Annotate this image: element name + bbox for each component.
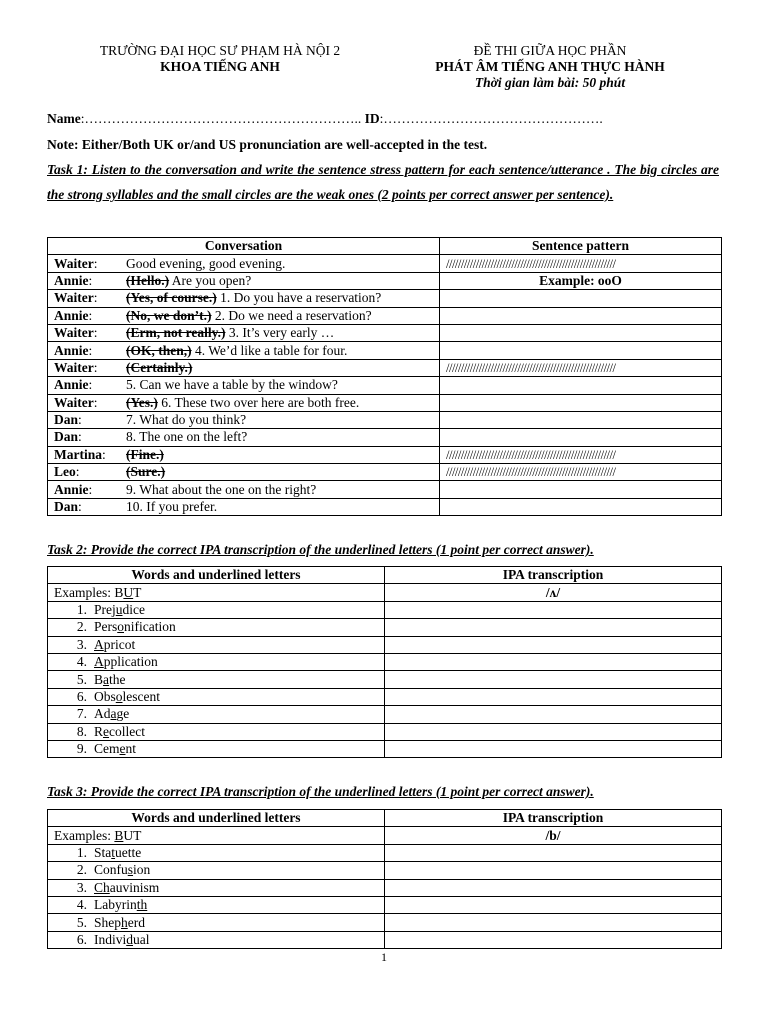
ipa-header: IPA transcription <box>385 810 722 827</box>
speaker: Waiter: <box>54 394 98 410</box>
word-row <box>48 723 722 740</box>
course-name: PHÁT ÂM TIẾNG ANH THỰC HÀNH <box>435 59 665 74</box>
sentence-pattern-header: Sentence pattern <box>440 238 722 255</box>
word-post: ual <box>133 931 150 947</box>
speaker: Waiter: <box>54 359 98 375</box>
utterance-text: 6. These two over here are both free. <box>157 394 360 410</box>
ipa-answer-cell[interactable] <box>385 914 722 931</box>
word-cell <box>48 653 385 670</box>
name-id-line <box>47 111 719 127</box>
conversation-row <box>48 498 722 515</box>
word-post: collect <box>109 723 145 739</box>
word-cell <box>48 896 385 913</box>
item-number: 4. <box>76 654 87 670</box>
word-underlined: A <box>94 654 104 670</box>
speaker: Waiter: <box>54 255 98 271</box>
word-row <box>48 706 722 723</box>
word-post: dice <box>122 601 145 617</box>
word-pre: Labyrin <box>94 897 137 913</box>
word-cell <box>48 723 385 740</box>
word-cell <box>48 740 385 757</box>
conversation-cell <box>48 290 440 307</box>
item-number: 1. <box>76 844 87 860</box>
example-ipa: /ʌ/ <box>385 584 722 601</box>
word-post: pplication <box>103 654 158 670</box>
time-limit: Thời gian làm bài: 50 phút <box>474 75 626 90</box>
conversation-header: Conversation <box>48 238 440 255</box>
ipa-answer-cell[interactable] <box>385 601 722 618</box>
word-cell <box>48 879 385 896</box>
item-number: 5. <box>76 671 87 687</box>
item-number: 4. <box>76 897 87 913</box>
conversation-row <box>48 307 722 324</box>
speaker: Dan: <box>54 429 82 445</box>
word-cell <box>48 619 385 636</box>
pattern-example: Example: ooO <box>440 272 722 289</box>
word-underlined: o <box>115 688 123 704</box>
pattern-answer-cell[interactable] <box>440 498 722 515</box>
ipa-answer-cell[interactable] <box>385 619 722 636</box>
conversation-row <box>48 446 722 463</box>
conversation-row <box>48 394 722 411</box>
speaker: Dan: <box>54 412 82 428</box>
faculty-name: KHOA TIẾNG ANH <box>160 59 280 74</box>
word-underlined: o <box>117 619 124 635</box>
conversation-row <box>48 377 722 394</box>
word-row <box>48 914 722 931</box>
conversation-cell <box>48 481 440 498</box>
name-label: Name <box>47 111 81 126</box>
word-row <box>48 636 722 653</box>
word-post: auvinism <box>109 879 160 895</box>
pattern-answer-cell[interactable] <box>440 307 722 324</box>
conversation-row <box>48 324 722 341</box>
utterance-text: 1. Do you have a reservation? <box>216 290 382 306</box>
conversation-row <box>48 290 722 307</box>
item-number: 7. <box>76 706 87 722</box>
word-row <box>48 879 722 896</box>
struck-utterance: (Certainly.) <box>126 359 193 375</box>
word-underlined: e <box>103 723 110 739</box>
conversation-cell <box>48 446 440 463</box>
speaker: Annie: <box>54 272 93 288</box>
speaker-name: Waiter <box>54 255 94 271</box>
struck-utterance: (Sure.) <box>126 464 166 480</box>
word-row <box>48 653 722 670</box>
word-post: nt <box>125 741 137 757</box>
word-underlined: t <box>111 844 116 860</box>
item-number: 3. <box>76 636 87 652</box>
example-underlined: U <box>123 584 134 600</box>
word-post: uette <box>115 844 142 860</box>
conversation-cell <box>48 255 440 272</box>
word-post: ion <box>133 862 151 878</box>
pattern-answer-cell[interactable] <box>440 481 722 498</box>
utterance-text: 4. We’d like a table for four. <box>191 342 348 358</box>
struck-utterance: (Fine.) <box>126 446 164 462</box>
word-pre: Obs <box>94 688 116 704</box>
word-cell <box>48 671 385 688</box>
speaker-name: Annie <box>54 307 89 323</box>
task2-table <box>47 566 722 758</box>
speaker: Annie: <box>54 342 93 358</box>
speaker-name: Dan <box>54 429 79 445</box>
word-row <box>48 844 722 861</box>
pattern-answer-cell[interactable] <box>440 429 722 446</box>
word-post: nification <box>124 619 176 635</box>
university-name: TRƯỜNG ĐẠI HỌC SƯ PHẠM HÀ NỘI 2 <box>99 43 341 58</box>
example-ipa: /b/ <box>385 827 722 844</box>
example-row <box>48 584 722 601</box>
word-underlined: a <box>103 671 110 687</box>
conversation-row <box>48 464 722 481</box>
speaker: Leo: <box>54 464 80 480</box>
task1-instruction: Task 1: Listen to the conversation and write the sentence stress pattern for each sentence/utterance . The big circles are the strong syllables and the small circles are the weak ones (2 points per correct answer per sentence). <box>47 162 719 202</box>
word-row <box>48 896 722 913</box>
word-cell <box>48 601 385 618</box>
pattern-na: ///////////////////////////////////////////////////////// <box>440 464 722 481</box>
word-row <box>48 862 722 879</box>
ipa-answer-cell[interactable] <box>385 706 722 723</box>
words-header: Words and underlined letters <box>48 567 385 584</box>
task1-header-row <box>48 238 722 255</box>
word-cell <box>48 844 385 861</box>
words-header: Words and underlined letters <box>48 810 385 827</box>
word-underlined: th <box>136 897 148 913</box>
word-underlined: e <box>119 741 126 757</box>
word-pre: Prej <box>94 601 116 617</box>
word-pre: Ad <box>94 706 111 722</box>
utterance-text: 9. What about the one on the right? <box>126 481 317 497</box>
word-post: lescent <box>122 688 160 704</box>
exam-header <box>400 43 700 91</box>
speaker: Waiter: <box>54 290 98 306</box>
speaker: Annie: <box>54 481 93 497</box>
word-pre: Cem <box>94 741 120 757</box>
conversation-row <box>48 481 722 498</box>
conversation-cell <box>48 394 440 411</box>
struck-utterance: (No, we don’t.) <box>126 307 212 323</box>
word-cell <box>48 706 385 723</box>
example-post: UT <box>123 827 142 843</box>
ipa-answer-cell[interactable] <box>385 688 722 705</box>
item-number: 2. <box>76 619 87 635</box>
task2-header-row <box>48 567 722 584</box>
word-pre: R <box>94 723 104 739</box>
item-number: 6. <box>76 688 87 704</box>
utterance-text: 8. The one on the left? <box>126 429 248 445</box>
speaker-name: Waiter <box>54 359 94 375</box>
school-header <box>60 43 380 75</box>
ipa-header: IPA transcription <box>385 567 722 584</box>
word-pre: Pers <box>94 619 118 635</box>
pattern-na: ///////////////////////////////////////////////////////// <box>440 446 722 463</box>
pattern-na: ///////////////////////////////////////////////////////// <box>440 359 722 376</box>
word-pre: Confu <box>94 862 128 878</box>
word-post: ge <box>116 706 130 722</box>
conversation-cell <box>48 411 440 428</box>
ipa-answer-cell[interactable] <box>385 879 722 896</box>
speaker-name: Martina <box>54 446 102 462</box>
speaker-name: Dan <box>54 412 79 428</box>
pattern-answer-cell[interactable] <box>440 342 722 359</box>
example-word <box>48 827 385 844</box>
word-underlined: d <box>126 931 133 947</box>
speaker-name: Waiter <box>54 394 94 410</box>
struck-utterance: (Hello.) <box>126 272 170 288</box>
item-number: 6. <box>76 931 87 947</box>
word-underlined: s <box>127 862 134 878</box>
speaker-name: Waiter <box>54 325 94 341</box>
speaker: Annie: <box>54 377 93 393</box>
utterance-text: Are you open? <box>169 272 252 288</box>
word-row <box>48 688 722 705</box>
word-cell <box>48 862 385 879</box>
utterance-text: 7. What do you think? <box>126 412 247 428</box>
task2-instruction: Task 2: Provide the correct IPA transcription of the underlined letters (1 point per correct answer). <box>47 542 594 557</box>
conversation-cell <box>48 429 440 446</box>
word-post: pricot <box>103 636 136 652</box>
struck-utterance: (Yes.) <box>126 394 158 410</box>
item-number: 2. <box>76 862 87 878</box>
pattern-answer-cell[interactable] <box>440 377 722 394</box>
item-number: 1. <box>76 601 87 617</box>
utterance-text: 3. It’s very early … <box>225 325 335 341</box>
example-pre: B <box>114 584 124 600</box>
pattern-answer-cell[interactable] <box>440 411 722 428</box>
conversation-row <box>48 359 722 376</box>
conversation-cell <box>48 342 440 359</box>
task3-instruction: Task 3: Provide the correct IPA transcription of the underlined letters (1 point per correct answer). <box>47 784 594 799</box>
pattern-answer-cell[interactable] <box>440 394 722 411</box>
ipa-answer-cell[interactable] <box>385 740 722 757</box>
word-row <box>48 740 722 757</box>
conversation-cell <box>48 307 440 324</box>
ipa-answer-cell[interactable] <box>385 862 722 879</box>
word-cell <box>48 931 385 948</box>
word-underlined: Ch <box>94 879 110 895</box>
speaker: Martina: <box>54 446 106 462</box>
speaker: Dan: <box>54 499 82 515</box>
conversation-cell <box>48 464 440 481</box>
struck-utterance: (Erm, not really.) <box>126 325 226 341</box>
conversation-row <box>48 342 722 359</box>
word-row <box>48 931 722 948</box>
ipa-answer-cell[interactable] <box>385 636 722 653</box>
word-pre: Indivi <box>94 931 127 947</box>
word-row <box>48 619 722 636</box>
word-cell <box>48 688 385 705</box>
speaker-name: Annie <box>54 272 89 288</box>
word-underlined: A <box>94 636 104 652</box>
speaker-name: Dan <box>54 499 79 515</box>
ipa-answer-cell[interactable] <box>385 723 722 740</box>
example-row <box>48 827 722 844</box>
word-cell <box>48 914 385 931</box>
example-label: Examples: <box>54 827 115 843</box>
conversation-row <box>48 411 722 428</box>
word-post: erd <box>127 914 145 930</box>
example-label: Examples: <box>54 584 115 600</box>
struck-utterance: (OK, then,) <box>126 342 192 358</box>
ipa-answer-cell[interactable] <box>385 896 722 913</box>
ipa-answer-cell[interactable] <box>385 844 722 861</box>
pattern-na: ///////////////////////////////////////////////////////// <box>440 255 722 272</box>
pattern-answer-cell[interactable] <box>440 324 722 341</box>
word-pre: Shep <box>94 914 121 930</box>
item-number: 8. <box>76 723 87 739</box>
utterance-text: 10. If you prefer. <box>126 499 218 515</box>
task1-table <box>47 237 722 516</box>
item-number: 5. <box>76 914 87 930</box>
item-number: 9. <box>76 741 87 757</box>
conversation-row <box>48 255 722 272</box>
conversation-cell <box>48 498 440 515</box>
example-word <box>48 584 385 601</box>
pronunciation-note: Note: Either/Both UK or/and US pronunciation are well-accepted in the test. <box>47 137 488 152</box>
word-underlined: u <box>115 601 123 617</box>
word-pre: Sta <box>94 844 112 860</box>
speaker-name: Annie <box>54 481 89 497</box>
example-underlined: B <box>114 827 124 843</box>
speaker-name: Annie <box>54 342 89 358</box>
id-label: ID <box>364 111 380 126</box>
example-post: T <box>133 584 142 600</box>
conversation-row <box>48 429 722 446</box>
speaker-name: Annie <box>54 377 89 393</box>
speaker: Waiter: <box>54 325 98 341</box>
word-pre: B <box>94 671 104 687</box>
word-underlined: h <box>121 914 128 930</box>
name-field[interactable]: :…………………………………………………….. <box>80 111 365 126</box>
struck-utterance: (Yes, of course.) <box>126 290 217 306</box>
page-number: 1 <box>381 950 387 964</box>
word-row <box>48 601 722 618</box>
ipa-answer-cell[interactable] <box>385 671 722 688</box>
speaker-name: Leo <box>54 464 76 480</box>
id-field[interactable]: :…………………………………………. <box>379 111 603 126</box>
ipa-answer-cell[interactable] <box>385 931 722 948</box>
utterance-text: 5. Can we have a table by the window? <box>126 377 338 393</box>
word-cell <box>48 636 385 653</box>
exam-type: ĐỀ THI GIỮA HỌC PHẦN <box>473 43 627 58</box>
speaker: Annie: <box>54 307 93 323</box>
utterance-text: Good evening, good evening. <box>126 255 286 271</box>
pattern-answer-cell[interactable] <box>440 290 722 307</box>
word-post: the <box>109 671 126 687</box>
conversation-cell <box>48 377 440 394</box>
conversation-cell <box>48 359 440 376</box>
conversation-cell <box>48 324 440 341</box>
conversation-row <box>48 272 722 289</box>
task3-table <box>47 809 722 949</box>
ipa-answer-cell[interactable] <box>385 653 722 670</box>
task3-header-row <box>48 810 722 827</box>
word-underlined: a <box>110 706 117 722</box>
word-row <box>48 671 722 688</box>
speaker-name: Waiter <box>54 290 94 306</box>
conversation-cell <box>48 272 440 289</box>
utterance-text: 2. Do we need a reservation? <box>211 307 372 323</box>
item-number: 3. <box>76 879 87 895</box>
